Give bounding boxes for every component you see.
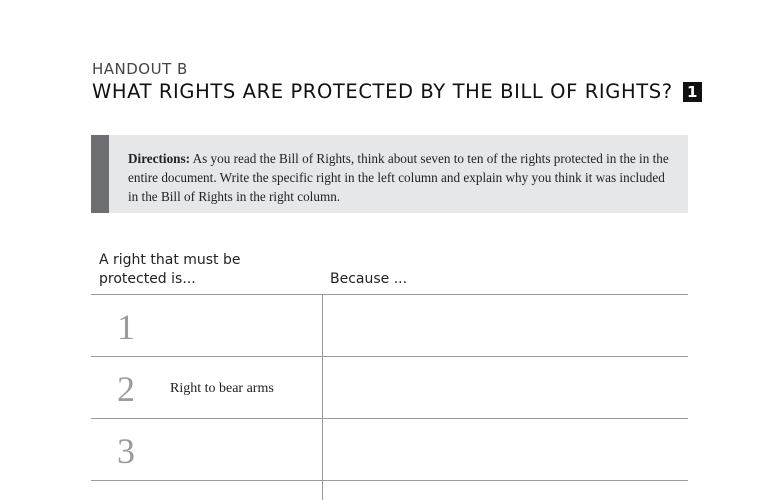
column-header-right-protected: A right that must be protected is...	[99, 252, 241, 287]
table-rule-row-2	[91, 418, 688, 419]
directions-lead: Directions:	[128, 151, 191, 166]
row-right-entry[interactable]: Right to bear arms	[170, 381, 274, 396]
page-title: WHAT RIGHTS ARE PROTECTED BY THE BILL OF RIGHTS?	[92, 80, 673, 103]
column-header-because: Because ...	[330, 271, 408, 287]
title-row	[92, 80, 702, 103]
directions-accent-bar	[91, 135, 109, 213]
directions-body: As you read the Bill of Rights, think about seven to ten of the rights protected in the in the entire document. Write the specific right in the left column and explain why you think it was included in the Bill of Rights in the right column.	[128, 151, 669, 204]
row-number: 2	[117, 369, 135, 409]
table-rule-row-3	[91, 480, 688, 481]
directions-box	[91, 135, 688, 213]
directions-text	[128, 149, 678, 206]
table-rule-top	[91, 294, 688, 295]
row-number: 3	[117, 431, 135, 471]
row-number: 1	[117, 307, 135, 347]
page-number-badge: 1	[683, 82, 702, 102]
handout-label: HANDOUT B	[92, 60, 188, 78]
table-rule-row-1	[91, 356, 688, 357]
table-column-divider	[322, 294, 323, 500]
